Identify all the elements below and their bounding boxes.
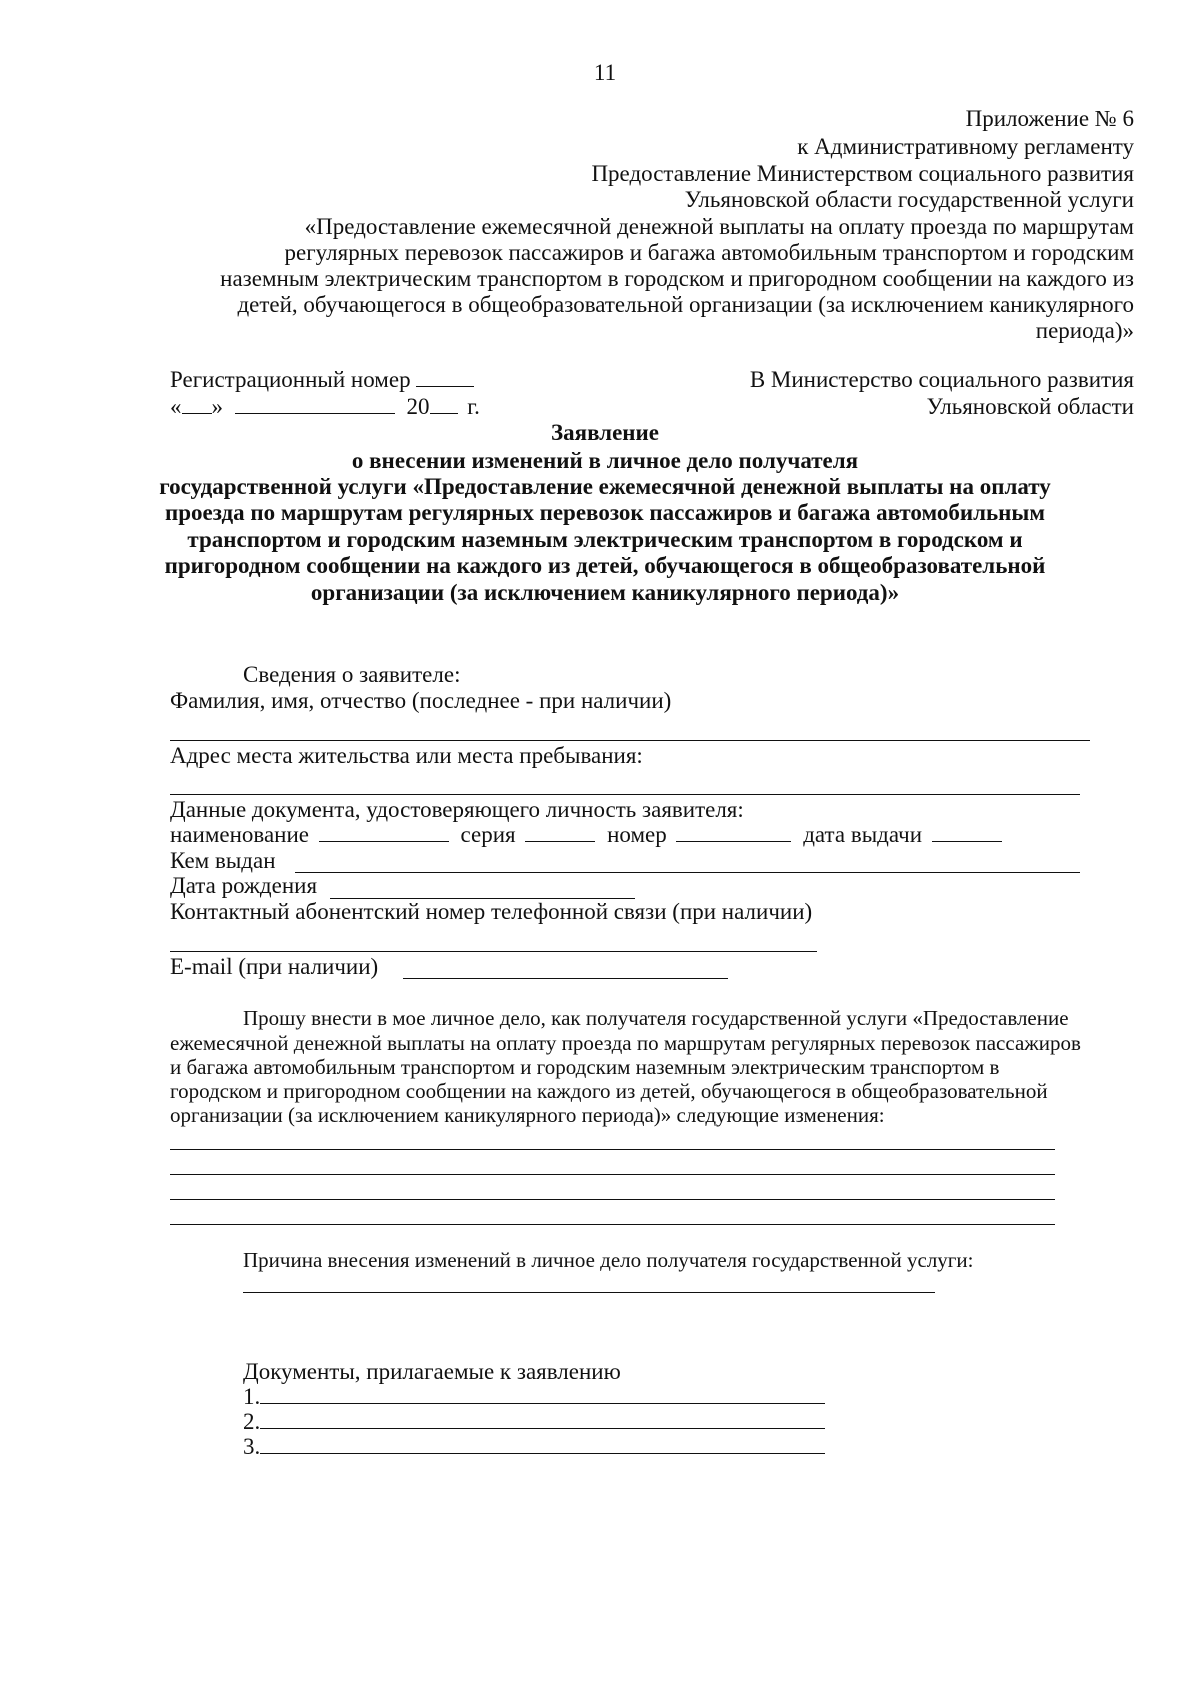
doc-name-field[interactable] — [319, 840, 449, 842]
attachments-label: Документы, прилагаемые к заявлению — [243, 1359, 621, 1384]
changes-field-line[interactable] — [170, 1199, 1055, 1200]
date-open-quote: « — [170, 394, 182, 419]
attachment-item — [243, 1434, 825, 1460]
title-line: государственной услуги «Предоставление ежемесячной денежной выплаты на оплату — [159, 474, 1051, 499]
doc-issue-date-label: дата выдачи — [803, 822, 923, 847]
header-line: Приложение № 6 — [965, 106, 1134, 131]
issued-by-label: Кем выдан — [170, 848, 276, 873]
request-line: организации (за исключением каникулярного периода)» следующие изменения: — [170, 1103, 885, 1127]
attachment-number: 3. — [243, 1434, 261, 1459]
doc-series-field[interactable] — [525, 840, 595, 842]
changes-field-line[interactable] — [170, 1224, 1055, 1225]
registration-date — [170, 394, 480, 420]
title-heading: Заявление — [550, 420, 660, 445]
doc-number-label: номер — [607, 822, 667, 847]
page-number: 11 — [593, 60, 617, 85]
reason-label: Причина внесения изменений в личное дело получателя государственной услуги: — [243, 1248, 974, 1272]
header-line: к Административному регламенту — [797, 134, 1134, 159]
email-field[interactable] — [403, 978, 728, 979]
attachment-item — [243, 1409, 825, 1435]
request-line: городском и пригородном сообщении на каждого из детей, обучающегося в общеобразовательной — [170, 1079, 1048, 1103]
document-details-row — [170, 822, 1002, 848]
attachment-field[interactable] — [260, 1452, 825, 1454]
header-line: регулярных перевозок пассажиров и багажа автомобильным транспортом и городским — [284, 240, 1134, 265]
phone-label: Контактный абонентский номер телефонной связи (при наличии) — [170, 899, 813, 924]
title-line: проезда по маршрутам регулярных перевозок пассажиров и багажа автомобильным — [164, 500, 1046, 525]
attachment-item — [243, 1384, 825, 1410]
doc-issue-date-field[interactable] — [932, 840, 1002, 842]
issued-by-field[interactable] — [295, 872, 1080, 873]
title-line: организации (за исключением каникулярного периода)» — [310, 580, 900, 605]
date-year-suffix: г. — [467, 394, 480, 419]
doc-series-label: серия — [460, 822, 516, 847]
applicant-section-label: Сведения о заявителе: — [243, 662, 461, 687]
request-line: и багажа автомобильным транспортом и городским наземным электрическим транспортом в — [170, 1055, 1000, 1079]
changes-field-line[interactable] — [170, 1149, 1055, 1150]
header-line: наземным электрическим транспортом в городском и пригородном сообщении на каждого из — [220, 266, 1134, 291]
phone-field[interactable] — [170, 951, 817, 952]
date-month-field[interactable] — [235, 412, 395, 414]
registration-number-label — [170, 367, 474, 393]
title-line: о внесении изменений в личное дело получателя — [351, 448, 859, 473]
title-line: пригородном сообщении на каждого из детей, обучающегося в общеобразовательной — [164, 553, 1046, 578]
header-line: периода)» — [1035, 318, 1134, 343]
header-line: «Предоставление ежемесячной денежной выплаты на оплату проезда по маршрутам — [304, 214, 1134, 239]
address-field[interactable] — [170, 794, 1080, 795]
title-line: транспортом и городским наземным электрическим транспортом в городском и — [187, 527, 1023, 552]
date-day-field[interactable] — [182, 412, 212, 414]
registration-number-field[interactable] — [416, 385, 474, 387]
header-line: Ульяновской области государственной услуги — [684, 187, 1134, 212]
addressee-line-1: В Министерство социального развития — [749, 367, 1134, 392]
registration-number-text: Регистрационный номер — [170, 367, 411, 392]
date-year-field[interactable] — [430, 412, 458, 414]
attachment-number: 2. — [243, 1409, 261, 1434]
attachment-number: 1. — [243, 1384, 261, 1409]
address-label: Адрес места жительства или места пребывания: — [170, 743, 643, 768]
doc-number-field[interactable] — [676, 840, 791, 842]
addressee-line-2: Ульяновской области — [926, 394, 1134, 419]
birth-date-label: Дата рождения — [170, 873, 318, 898]
date-year-prefix: 20 — [406, 394, 430, 419]
request-line: ежемесячной денежной выплаты на оплату проезда по маршрутам регулярных перевозок пассажиров — [170, 1031, 1081, 1055]
request-line: Прошу внести в мое личное дело, как получателя государственной услуги «Предоставление — [243, 1006, 1069, 1030]
header-line: детей, обучающегося в общеобразовательной организации (за исключением каникулярного — [237, 292, 1134, 317]
fio-label: Фамилия, имя, отчество (последнее - при наличии) — [170, 688, 672, 713]
attachment-field[interactable] — [260, 1427, 825, 1429]
reason-field[interactable] — [243, 1292, 935, 1293]
document-label: Данные документа, удостоверяющего личность заявителя: — [170, 797, 744, 822]
attachment-field[interactable] — [260, 1402, 825, 1404]
fio-field[interactable] — [170, 740, 1090, 741]
date-close-quote: » — [211, 394, 223, 419]
email-label: E-mail (при наличии) — [170, 954, 379, 979]
header-line: Предоставление Министерством социального развития — [591, 161, 1134, 186]
changes-field-line[interactable] — [170, 1174, 1055, 1175]
doc-name-label: наименование — [170, 822, 309, 847]
